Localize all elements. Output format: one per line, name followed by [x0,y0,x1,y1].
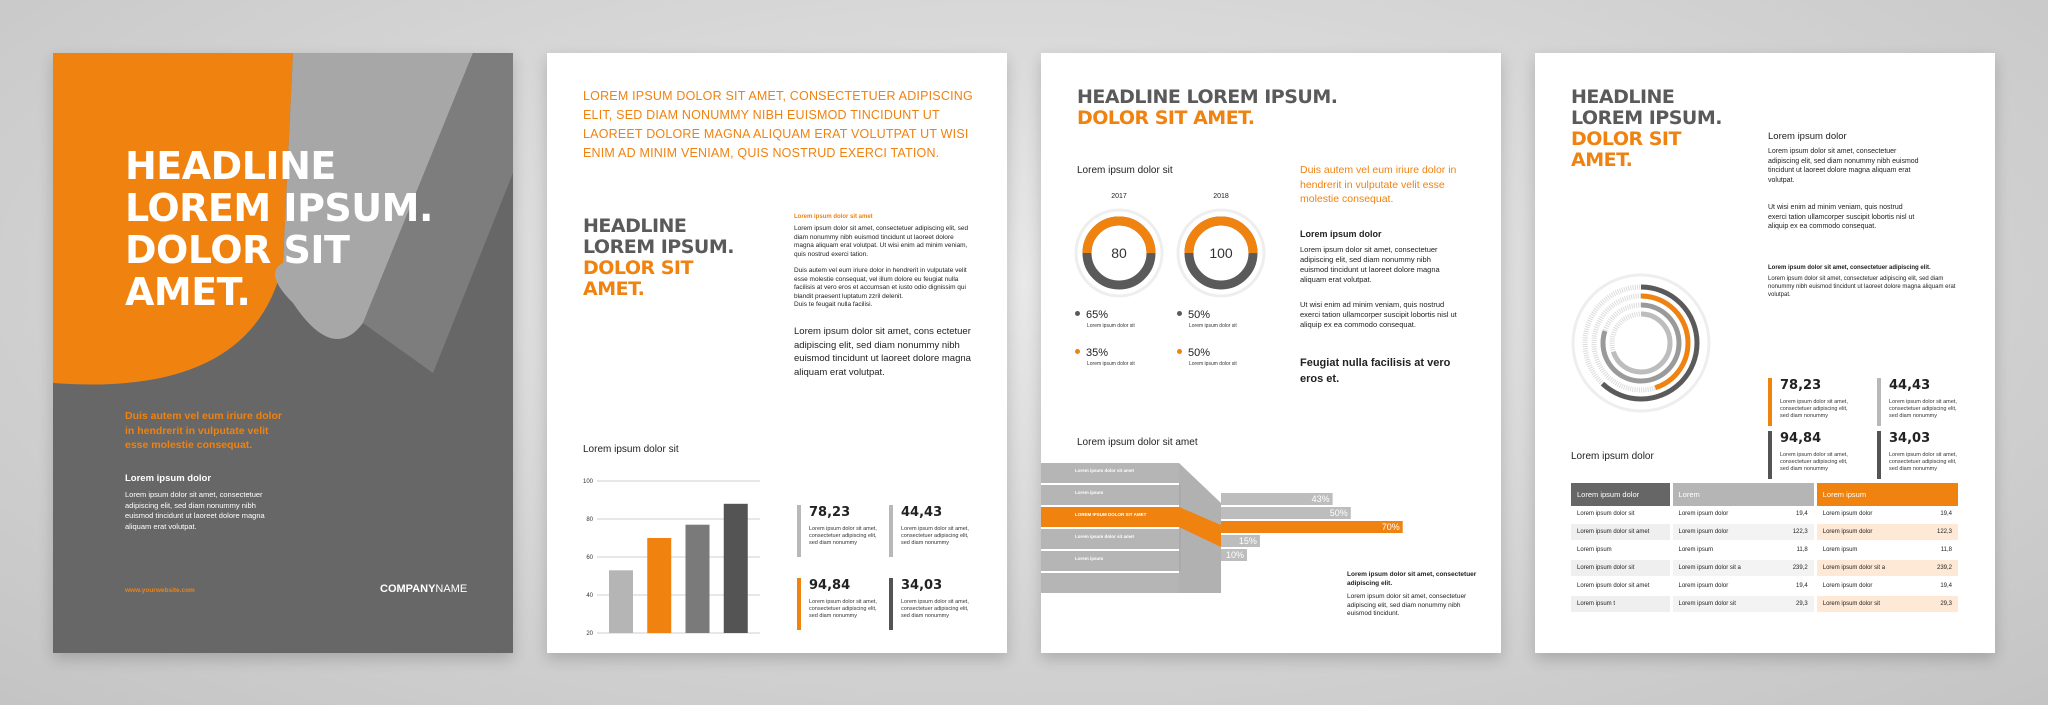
website-link[interactable]: www.yourwebsite.com [125,587,195,594]
bar [686,525,710,633]
stat-value: 94,84 [1780,431,1822,446]
funnel-value-bar [1221,521,1403,533]
funnel-label-bar [1041,463,1179,483]
table-cell: 11,8 [1776,541,1815,559]
legend-dot [1177,311,1182,316]
table-cell: Lorem ipsum dolor sit [1671,595,1776,613]
bar [647,538,671,633]
funnel-note: Lorem ipsum dolor sit amet, consectetuer adipiscing elit, sed diam nonummy nibh euismod tincidunt. [1347,593,1467,617]
donut-year: 2018 [1213,193,1229,200]
body-text-3: Duis te feugait nulla facilisi. [794,301,873,308]
y-tick-label: 80 [586,517,593,523]
section-body-1: Lorem ipsum dolor sit amet, consectetuer adipiscing elit, sed diam nonummy nibh euismod tincidunt ut laoreet dolore magna aliquam erat volutpat. [1300,245,1440,284]
data-table [1571,483,1961,614]
bar [724,504,748,633]
table-cell: Lorem ipsum dolor sit amet [1571,577,1671,595]
stat-block [1877,378,1962,426]
stat-value: 94,84 [809,578,851,593]
section-heading: Lorem ipsum dolor [1300,229,1382,239]
donut-value: 80 [1111,245,1127,261]
funnel-row-label: Lorem ipsum dolor sit amet [1075,468,1135,473]
table-cell: 19,4 [1920,577,1959,595]
table-row [1571,577,1960,595]
intro-text: LOREM IPSUM DOLOR SIT AMET, CONSECTETUER ADIPISCING ELIT, SED DIAM NONUMMY NIBH EUISMOD TINCIDUNT UT LAOREET DOLORE MAGNA ALIQUAM ERAT VOLUTPAT UT WISI ENIM AD MINIM VENIAM, QUIS NOSTRUD EXERCI TATION. [583,89,973,160]
funnel-row-label: Lorem ipsum [1075,490,1104,495]
y-tick-label: 20 [586,631,593,637]
funnel-label-bar [1041,551,1179,571]
legend-label: Lorem ipsum dolor sit [1087,323,1135,329]
funnel-percent: 43% [1311,494,1330,504]
concentric-ring-chart [1571,273,1711,413]
p4-body-1: Lorem ipsum dolor sit amet, consectetuer adipiscing elit, sed diam nonummy nibh euismod tincidunt ut laoreet dolore magna aliquam erat volutpat. [1768,148,1919,184]
stat-value: 78,23 [1780,378,1822,393]
table-cell: 29,3 [1776,595,1815,613]
stat-desc: Lorem ipsum dolor sit amet, consectetuer adipiscing elit, sed diam nonummy [1780,399,1848,419]
stat-value: 44,43 [1889,378,1931,393]
legend-percent: 50% [1188,347,1211,359]
table-cell: Lorem ipsum [1815,541,1920,559]
table-title: Lorem ipsum dolor [1571,451,1654,462]
page-four [1535,53,1995,653]
table-cell: 11,8 [1920,541,1959,559]
table-row [1571,506,1960,523]
p4-body-2: Ut wisi enim ad minim veniam, quis nostrud exerci tation ullamcorper suscipit lobortis nisl ut aliquip ex ea commodo consequat. [1768,204,1915,230]
funnel-row-label: Lorem ipsum [1075,556,1104,561]
legend-label: Lorem ipsum dolor sit [1189,323,1237,329]
y-tick-label: 100 [582,479,593,485]
legend-percent: 50% [1188,309,1211,321]
legend-dot [1075,349,1080,354]
body-text-1: Lorem ipsum dolor sit amet, consectetuer adipiscing elit, sed diam nonummy nibh euismod tincidunt ut laoreet dolore magna aliquam erat volutpat. Ut wisi enim ad minim veniam, quis nostrud exerci tation. [794,225,969,258]
legend-percent: 35% [1086,347,1109,359]
table-header-cell: Lorem ipsum dolor [1571,483,1671,506]
stat-block [1768,378,1853,426]
table-cell: 29,3 [1920,595,1959,613]
table-cell: 19,4 [1920,506,1959,523]
donut-legend-item [1075,305,1135,329]
table-cell: Lorem ipsum dolor sit [1571,559,1671,577]
y-tick-label: 60 [586,555,593,561]
stat-desc: Lorem ipsum dolor sit amet, consectetuer adipiscing elit, sed diam nonummy [809,526,877,546]
donut-legend-item [1177,305,1237,329]
body-text-2: Duis autem vel eum iriure dolor in hendrerit in vulputate velit esse molestie consequat, vel illum dolore eu feugiat nulla facilisis at vero eros et accumsan et iusto odio dignissim qui blandit praesent luptatum zzril delenit. [794,267,967,300]
bar-chart [575,473,765,648]
cover-subtitle: Duis autem vel eum iriure dolor in hendrerit in vulputate velit esse molestie consequat. [125,410,282,451]
section-body-2: Ut wisi enim ad minim veniam, quis nostrud exerci tation ullamcorper suscipit lobortis nisl ut aliquip ex ea commodo consequat. [1300,300,1457,329]
table-cell: 239,2 [1776,559,1815,577]
stat-desc: Lorem ipsum dolor sit amet, consectetuer adipiscing elit, sed diam nonummy [901,599,969,619]
funnel-percent: 10% [1225,550,1244,560]
stat-value: 78,23 [809,505,851,520]
stat-value: 44,43 [901,505,943,520]
table-row [1571,541,1960,559]
table-header-cell: Lorem ipsum [1815,483,1959,506]
table-header-row [1571,483,1960,506]
funnel-label-bar [1041,573,1179,593]
pull-quote: Lorem ipsum dolor sit amet, cons ectetuer adipiscing elit, sed diam nonummy nibh euismod tincidunt ut laoreet dolore magna aliquam erat volutpat. [794,326,971,378]
funnel-percent: 15% [1238,536,1257,546]
table-cell: Lorem ipsum dolor sit [1815,595,1920,613]
stat-block [1768,431,1853,479]
donut-section-title: Lorem ipsum dolor sit [1077,165,1173,176]
donut-year: 2017 [1111,193,1127,200]
stat-block [889,505,974,557]
funnel-row-label: Lorem ipsum dolor sit amet [1075,534,1135,539]
table-cell: Lorem ipsum [1671,541,1776,559]
legend-dot [1177,349,1182,354]
subheading: Lorem ipsum dolor sit amet [794,214,873,220]
page-three [1041,53,1501,653]
ring-progress [1612,314,1670,372]
cover-heading: Lorem ipsum dolor [125,473,212,484]
stat-block [889,578,974,630]
table-row [1571,595,1960,613]
legend-label: Lorem ipsum dolor sit [1189,361,1237,367]
page4-headline: HEADLINE LOREM IPSUM. DOLOR SIT AMET. [1571,86,1722,171]
donut-chart [1176,208,1266,298]
table-cell: Lorem ipsum dolor sit a [1815,559,1920,577]
legend-dot [1075,311,1080,316]
funnel-row-label: LOREM IPSUM DOLOR SIT AMET [1075,512,1147,517]
legend-percent: 65% [1086,309,1109,321]
funnel-label-bar [1041,485,1179,505]
table-cell: 19,4 [1776,506,1815,523]
funnel-note-bold: Lorem ipsum dolor sit amet, consectetuer adipiscing elit. [1347,571,1477,587]
stat-value: 34,03 [1889,431,1931,446]
table-cell: 122,3 [1776,523,1815,541]
stat-block [1877,431,1962,479]
page2-headline: HEADLINE LOREM IPSUM. DOLOR SIT AMET. [583,215,734,300]
table-cell: Lorem ipsum dolor sit a [1671,559,1776,577]
donut-legend-item [1177,343,1237,367]
chart-title: Lorem ipsum dolor sit [583,444,679,455]
table-cell: Lorem ipsum dolor [1815,506,1920,523]
table-header-cell: Lorem [1671,483,1815,506]
table-cell: Lorem ipsum dolor [1671,577,1776,595]
table-row [1571,523,1960,541]
stat-desc: Lorem ipsum dolor sit amet, consectetuer adipiscing elit, sed diam nonummy [1780,452,1848,472]
bar [609,570,633,633]
donut-legend-item [1075,343,1135,367]
funnel-title: Lorem ipsum dolor sit amet [1077,437,1198,448]
table-cell: 19,4 [1776,577,1815,595]
donut-chart [1074,208,1164,298]
table-cell: Lorem ipsum dolor [1815,523,1920,541]
p4-heading: Lorem ipsum dolor [1768,131,1847,142]
funnel-label-bar [1041,507,1179,527]
stat-block [797,505,882,557]
funnel-percent: 50% [1329,508,1348,518]
stat-block [797,578,882,630]
stat-desc: Lorem ipsum dolor sit amet, consectetuer adipiscing elit, sed diam nonummy [1889,452,1957,472]
feature-text: Feugiat nulla facilisis at vero eros et. [1300,357,1451,385]
table-cell: Lorem ipsum dolor [1671,506,1776,523]
orange-quote: Duis autem vel eum iriure dolor in hendrerit in vulputate velit esse molestie consequat. [1300,164,1457,205]
funnel-label-bar [1041,529,1179,549]
company-logo: COMPANYNAME [380,583,468,595]
page-cover [53,53,513,653]
stat-desc: Lorem ipsum dolor sit amet, consectetuer adipiscing elit, sed diam nonummy [1889,399,1957,419]
y-tick-label: 40 [586,593,593,599]
table-cell: Lorem ipsum t [1571,595,1671,613]
p4-body-3-bold: Lorem ipsum dolor sit amet, consectetuer adipiscing elit. [1768,265,1931,271]
table-cell: Lorem ipsum dolor [1671,523,1776,541]
table-cell: Lorem ipsum dolor sit amet [1571,523,1671,541]
stat-desc: Lorem ipsum dolor sit amet, consectetuer adipiscing elit, sed diam nonummy [809,599,877,619]
table-cell: 239,2 [1920,559,1959,577]
p4-body-3: Lorem ipsum dolor sit amet, consectetuer adipiscing elit, sed diam nonummy nibh euismod tincidunt ut laoreet dolore magna aliquam erat volutpat. [1768,276,1956,298]
cover-body: Lorem ipsum dolor sit amet, consectetuer adipiscing elit, sed diam nonummy nibh euismod tincidunt ut laoreet dolore magna aliquam erat volutpat. [125,490,265,531]
funnel-chart [1041,463,1441,613]
legend-label: Lorem ipsum dolor sit [1087,361,1135,367]
table-cell: Lorem ipsum dolor sit [1571,506,1671,523]
table-cell: Lorem ipsum [1571,541,1671,559]
table-cell: 122,3 [1920,523,1959,541]
donut-value: 100 [1209,245,1233,261]
cover-shapes [53,53,513,653]
stat-desc: Lorem ipsum dolor sit amet, consectetuer adipiscing elit, sed diam nonummy [901,526,969,546]
funnel-percent: 70% [1381,522,1400,532]
page-two [547,53,1007,653]
page3-headline: HEADLINE LOREM IPSUM. DOLOR SIT AMET. [1077,86,1338,129]
cover-headline: HEADLINE LOREM IPSUM. DOLOR SIT AMET. [125,144,433,314]
stat-value: 34,03 [901,578,943,593]
table-cell: Lorem ipsum dolor [1815,577,1920,595]
table-row [1571,559,1960,577]
